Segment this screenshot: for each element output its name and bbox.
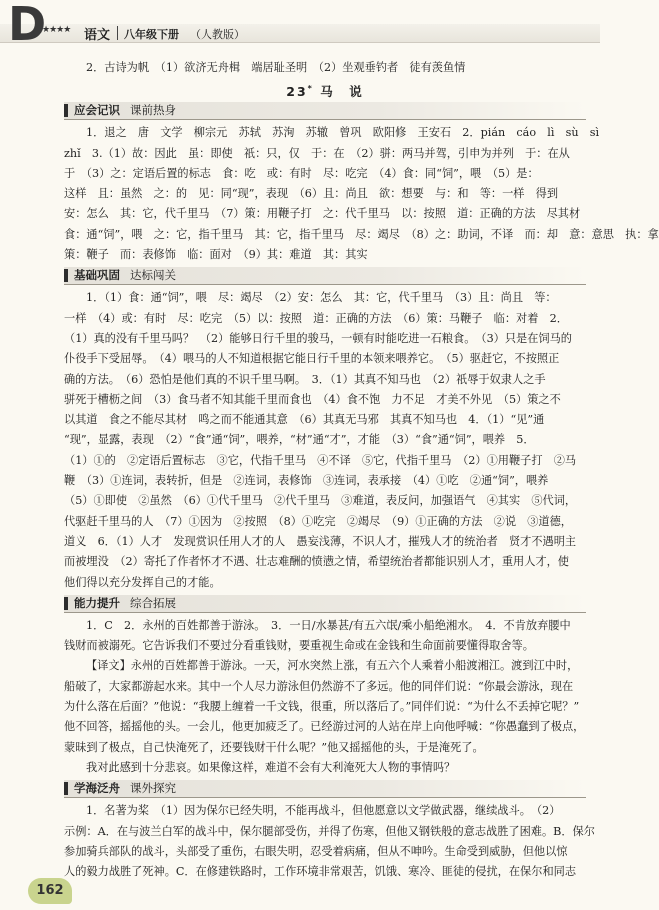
answer-line: 人的毅力战胜了死神。C．在修建铁路时，工作环境非常艰苦，饥饿、寒冷、匪徒的侵扰，在保尔和同志 xyxy=(64,865,577,879)
answer-line: “现”，显露，表现 （2）“食”通“饲”，喂养，“材”通“才”，才能 （3）“食”通“饲”，喂养 5． xyxy=(64,433,535,447)
translation-line: 他不回答，摇摇他的头。一会儿，他更加疲乏了。已经游过河的人站在岸上向他呼喊：“你愚蠢到了极点， xyxy=(64,720,585,734)
answer-line: 代驱赶千里马的人 （7）①因为 ②按照 （8）①吃完 ②竭尽 （9）①正确的方法 ②说 ③道德， xyxy=(64,514,572,528)
edition-label: （人教版） xyxy=(190,28,245,41)
answer-line: 骈死于槽枥之间 （3）食马者不知其能千里而食也 （4）食不饱 力不足 才美不外见 （5）策之不 xyxy=(64,392,561,406)
section-label: 基础巩固 xyxy=(74,268,120,283)
answer-line: 而被埋没 （2）寄托了作者怀才不遇、壮志难酬的愤懑之情，希望统治者都能识别人才，重用人才，使 xyxy=(64,555,569,569)
answer-line: 他们得以充分发挥自己的才能。 xyxy=(64,575,221,589)
answer-line: 于 （3）之：定语后置的标志 食：吃 或：有时 尽：吃完 （4）食：同“饲”，喂 （5）是： xyxy=(64,166,539,180)
answer-line: 示例：A．在与波兰白军的战斗中，保尔腿部受伤，并得了伤寒，但他又钢铁般的意志战胜了困难。B．保尔 xyxy=(64,824,595,838)
answer-line: 一样 （4）或：有时 尽：吃完 （5）以：按照 道：正确的方法 （6）策：马鞭子 临：对着 2． xyxy=(64,311,568,325)
section-label: 应会记识 xyxy=(74,103,120,118)
section-sublabel: 课外探究 xyxy=(130,781,176,796)
answer-line: 食：通“饲”，喂 之：它，指千里马 其：它，指千里马 尽：竭尽 （8）之：助词，不译 而：却 意：意思 执：拿 xyxy=(64,227,659,241)
section-sublabel: 综合拓展 xyxy=(130,595,176,610)
translation-line: 【译文】永州的百姓都善于游泳。一天，河水突然上涨，有五六个人乘着小船渡湘江。渡到江中时， xyxy=(86,659,579,673)
section-marker-icon xyxy=(64,269,68,282)
answer-line: 1．退之 唐 文学 柳宗元 苏轼 苏洵 苏辙 曾巩 欧阳修 王安石 2．pián cáo lì sù sì xyxy=(86,126,600,140)
stars-rating: ★★★★ xyxy=(42,25,71,35)
answer-line: （1）真的没有千里马吗？ （2）能够日行千里的骏马，一顿有时能吃进一石粮食。 （3）只是在饲马的 xyxy=(64,331,572,345)
translation-line: 为什么落在后面？”他说：“我腰上缠着一千文钱，很重，所以落后了。”同伴们说：“为什么不丢掉它呢？” xyxy=(64,700,580,714)
answer-line: （5）①即使 ②虽然 （6）①代千里马 ②代千里马 ③难道，表反问，加强语气 ④其实 ⑤代词， xyxy=(64,494,577,508)
answer-line: 以其道 食之不能尽其材 鸣之而不能通其意 （6）其真无马邪 其真不知马也 4．（1）“见”通 xyxy=(64,413,545,427)
translation-line: 船破了，大家都游起水来。其中一个人尽力游泳但仍然游不了多远。他的同伴们说：“你最会游泳，现在 xyxy=(64,679,574,693)
answer-line: 安：怎么 其：它，代千里马 （7）策：用鞭子打 之：代千里马 以：按照 道：正确的方法 尽其材 xyxy=(64,207,581,221)
section-sublabel: 达标闯关 xyxy=(130,268,176,283)
section-header xyxy=(64,102,586,120)
series-logo: D xyxy=(8,0,45,51)
section-marker-icon xyxy=(64,782,68,795)
answer-line: 这样 且：虽然 之：的 见：同“现”，表现 （6）且：尚且 欲：想要 与：和 等：一样 得到 xyxy=(64,187,559,201)
section-sublabel: 课前热身 xyxy=(130,103,176,118)
section-label: 能力提升 xyxy=(74,595,120,610)
answer-line: 1．C 2．永州的百姓都善于游泳。 3．一日/水暴甚/有五六氓/乘小船绝湘水。 4．不肯放弃腰中 xyxy=(86,618,571,632)
answer-line: zhǐ 3.（1）故：因此 虽：即使 祇：只，仅 于：在 （2）骈：两马并驾，引申为并列 于：在从 xyxy=(64,146,570,160)
page-header xyxy=(0,0,600,52)
lesson-title xyxy=(64,78,586,100)
section-header xyxy=(64,595,586,613)
page-content xyxy=(64,58,659,882)
grade-label: 八年级下册 xyxy=(124,28,179,41)
answer-line: 1．名著为桨 （1）因为保尔已经失明，不能再战斗，但他愿意以文学做武器，继续战斗。 （2） xyxy=(86,804,561,818)
answer-line: 钱财而被溺死。它告诉我们不要过分看重钱财，要重视生命或在金钱和生命面前要懂得取舍等。 xyxy=(64,639,534,653)
section-label: 学海泛舟 xyxy=(74,781,120,796)
answer-line: （1）①的 ②定语后置标志 ③它，代指千里马 ④不译 ⑤它，代指千里马 （2）①用鞭子打 ②马 xyxy=(64,453,577,467)
answer-line: 仆役手下受屈辱。 （4）喂马的人不知道根据它能日行千里的本领来喂养它。 （5）驱赶它，不按照正 xyxy=(64,352,560,366)
translation-line: 蒙昧到了极点，自己快淹死了，还要钱财干什么呢？”他又摇摇他的头，于是淹死了。 xyxy=(64,740,484,754)
subject-label: 语文 xyxy=(84,28,111,43)
answer-line: 参加骑兵部队的战斗，头部受了重伤，右眼失明，忍受着病痛，但从不呻吟。生命受到威胁，但他以惊 xyxy=(64,844,568,858)
section-marker-icon xyxy=(64,597,68,610)
header-divider xyxy=(117,26,118,40)
answer-line: 1．（1）食：通“饲”，喂 尽：竭尽 （2）安：怎么 其：它，代千里马 （3）且：尚且 等： xyxy=(86,291,557,305)
answer-line: 确的方法。 （6）恐怕是他们真的不识千里马啊。 3．（1）其真不知马也 （2）祇辱于奴隶人之手 xyxy=(64,372,546,386)
answer-line: 道义 6．（1）人才 发现赏识任用人才的人 愚妄浅薄，不识人才，摧残人才的统治者 贤才不遇明主 xyxy=(64,534,577,548)
answer-line: 策：鞭子 而：表修饰 临：面对 （9）其：难道 其：其实 xyxy=(64,248,368,262)
section-marker-icon xyxy=(64,104,68,117)
page-number: 162 xyxy=(28,878,72,904)
lesson-name: 马 说 xyxy=(320,84,364,100)
lesson-mark: * xyxy=(307,84,314,94)
lesson-number: 23 xyxy=(286,84,308,100)
section-header xyxy=(64,267,586,285)
answer-line: 鞭 （3）①连词，表转折，但是 ②连词，表修饰 ③连词，表承接 （4）①吃 ②通“饲”，喂养 xyxy=(64,474,549,488)
intro-line: 2．古诗为帆 （1）欲济无舟楫 端居耻圣明 （2）坐观垂钓者 徒有羡鱼情 xyxy=(86,61,466,74)
translation-line: 我对此感到十分悲哀。如果像这样，难道不会有大利淹死大人物的事情吗？ xyxy=(86,760,456,774)
section-header xyxy=(64,780,586,798)
